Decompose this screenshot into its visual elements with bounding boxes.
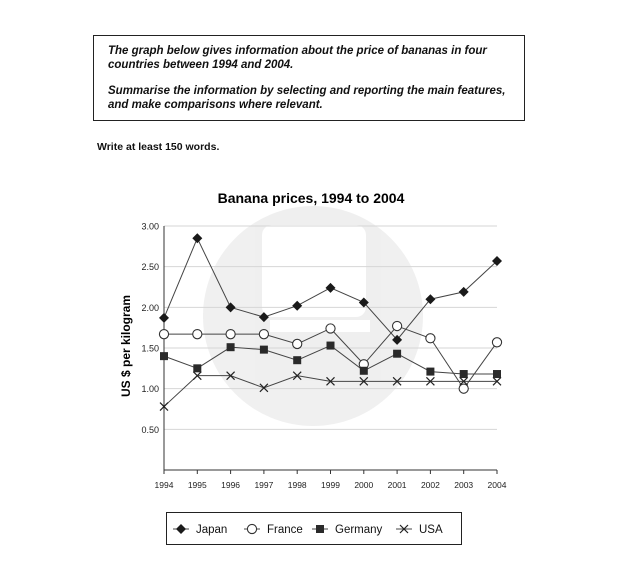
data-point-france [326, 324, 335, 333]
y-tick-label: 1.50 [141, 343, 159, 354]
y-tick-label: 3.00 [141, 221, 159, 232]
data-point-germany [260, 346, 268, 354]
x-tick-label: 1998 [287, 480, 307, 490]
data-point-germany [426, 368, 434, 376]
legend-label-france: France [267, 524, 303, 536]
y-tick-label: 2.50 [141, 262, 159, 273]
y-axis-label: US $ per kilogram [119, 294, 133, 398]
data-point-germany [327, 342, 335, 350]
data-point-germany [460, 370, 468, 378]
data-point-france [459, 384, 468, 393]
data-point-germany [227, 343, 235, 351]
legend-label-germany: Germany [335, 524, 383, 536]
y-tick-label: 0.50 [141, 424, 159, 435]
data-point-france [492, 338, 501, 347]
task-description: The graph below gives information about the price of bananas in four countries between 1994 and 2004. [108, 45, 487, 71]
x-tick-label: 2000 [354, 480, 374, 490]
data-point-germany [360, 367, 368, 375]
x-tick-label: 2001 [387, 480, 407, 490]
task-instruction: Summarise the information by selecting and reporting the main features, and make comparisons where relevant. [108, 85, 506, 111]
data-point-france [426, 334, 435, 343]
data-point-germany [193, 364, 201, 372]
legend-label-usa: USA [419, 524, 443, 536]
chart-title: Banana prices, 1994 to 2004 [217, 190, 405, 206]
x-tick-label: 2004 [487, 480, 507, 490]
data-point-japan [192, 233, 202, 243]
x-tick-label: 1999 [321, 480, 340, 490]
x-tick-label: 1994 [154, 480, 174, 490]
watermark-logo [203, 206, 423, 426]
data-point-france [259, 330, 268, 339]
data-point-france [293, 339, 302, 348]
x-tick-label: 2003 [454, 480, 474, 490]
y-tick-label: 2.00 [141, 302, 159, 313]
legend-label-japan: Japan [196, 524, 228, 536]
data-point-france [393, 321, 402, 330]
x-tick-label: 2002 [420, 480, 440, 490]
chart-legend [166, 512, 462, 545]
data-point-france [226, 330, 235, 339]
data-point-germany [293, 356, 301, 364]
data-point-germany [393, 350, 401, 358]
word-count-instruction: Write at least 150 words. [97, 141, 220, 153]
data-point-japan [159, 313, 169, 323]
data-point-germany [160, 352, 168, 360]
data-point-france [159, 330, 168, 339]
x-tick-label: 1996 [221, 480, 241, 490]
x-tick-label: 1997 [254, 480, 274, 490]
data-point-france [193, 330, 202, 339]
y-tick-label: 1.00 [141, 384, 159, 395]
x-tick-label: 1995 [187, 480, 207, 490]
data-point-germany [493, 370, 501, 378]
